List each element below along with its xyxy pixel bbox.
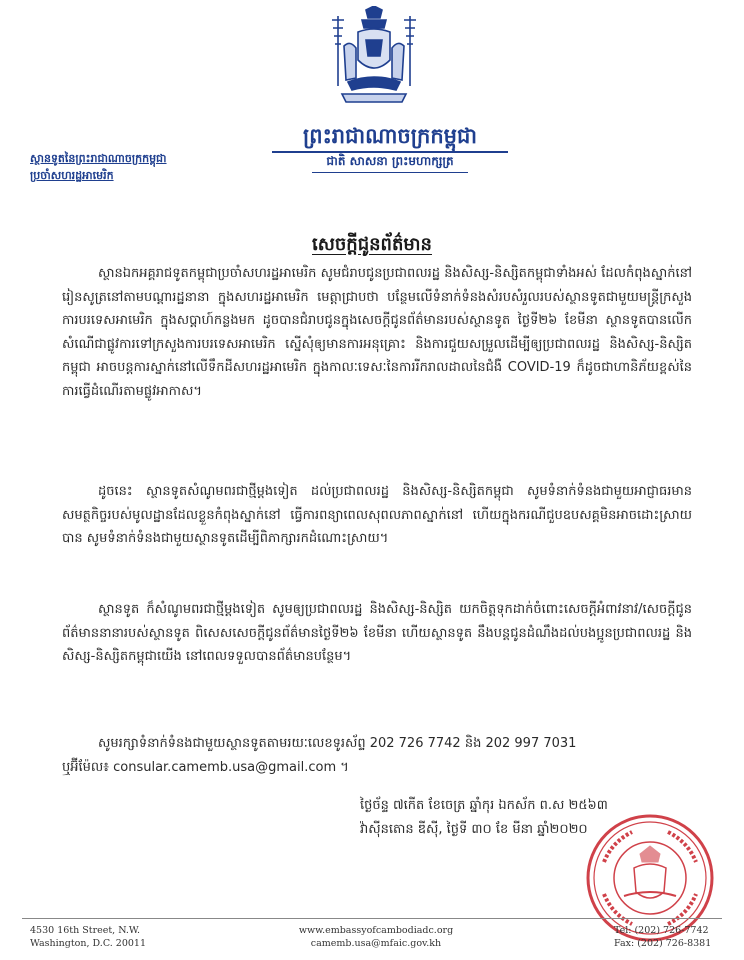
date-place: វ៉ាស៊ីនតោន ឌីស៊ី, ថ្ងៃទី ៣០ ខែ មីនា ឆ្នាំ២០២០ [360,822,588,837]
footer-email-link[interactable]: camemb.usa@mfaic.gov.kh [310,938,442,949]
paragraph-1 [62,262,692,403]
royal-coat-of-arms-icon [322,6,426,106]
date-lunar: ថ្ងៃច័ន្ទ ៧កើត ខែចេត្រ ឆ្នាំកុរ ឯកស័ក ព.ស ២៥៦៣ [360,798,608,813]
paragraph-3-text: ស្ថានទូត ក៏សំណូមពរជាថ្មីម្តងទៀត សូមឲ្យប្រជាពលរដ្ឋ និងសិស្ស-និស្សិត យកចិត្តទុកដាក់ចំពោះសេចក្តីអំពាវនាវ/សេចក្តីជូនព័ត៌មាននានារបស់ស្ថានទូត ពិសេសសេចក្តីជូនព័ត៌មានថ្ងៃទី២៦ ខែមីនា ហើយស្ថានទូត នឹងបន្តជូនដំណឹងដល់បងប្អូនប្រជាពលរដ្ឋ និងសិស្ស-និស្សិតកម្ពុជាយើង នៅពេលទទួលបានព័ត៌មានបន្ថែម។ [62,602,692,664]
embassy-label-line1: ស្ថានទូតនៃព្រះរាជាណាចក្រកម្ពុជា [30,152,167,165]
footer-tel: Tel: (202) 726-7742 [614,925,709,936]
kingdom-title: ព្រះរាជាណាចក្រកម្ពុជា [302,123,477,148]
footer-address [30,924,146,950]
title-underline [272,151,508,153]
footer-address-line2: Washington, D.C. 20011 [30,938,147,949]
contact-paragraph [62,732,692,779]
kingdom-header [240,122,540,170]
footer-website-link[interactable]: www.embassyofcambodiadc.org [298,925,454,936]
footer-divider [22,918,722,919]
paragraph-2-text: ដូចនេះ ស្ថានទូតសំណូមពរជាថ្មីម្តងទៀត ដល់ប្រជាពលរដ្ឋ និងសិស្ស-និស្សិតកម្ពុជា សូមទំនាក់ទំនងជាមួយអាជ្ញាធរមានសមត្ថកិច្ចរបស់មូលដ្ឋានដែលខ្លួនកំពុងស្នាក់នៅ ធ្វើការពន្យាពេលសុពលភាពស្នាក់នៅ ហើយក្នុងករណីជួបឧបសគ្គមិនអាចដោះស្រាយបាន សូមទំនាក់ទំនងជាមួយស្ថានទូតដើម្បីពិភាក្សារកដំណោះស្រាយ។ [62,484,692,546]
paragraph-1-text: ស្ថានឯកអគ្គរាជទូតកម្ពុជាប្រចាំសហរដ្ឋអាមេរិក សូមជំរាបជូនប្រជាពលរដ្ឋ និងសិស្ស-និស្សិតកម្ពុជាទាំងអស់ ដែលកំពុងស្នាក់នៅ រៀនសូត្រនៅតាមបណ្តារដ្ឋនានា ក្នុងសហរដ្ឋអាមេរិក មេត្តាជ្រាបថា បន្ថែមលើទំនាក់ទំនងសំរបសំរួលរបស់ស្ថានទូតជាមួយមន្ត្រីក្រសួងការបរទេសអាមេរិក ក្នុងសប្តាហ៍កន្លងមក ដូចបានជំរាបជូនក្នុងសេចក្តីជូនព័ត៌មានរបស់ស្ថានទូត ថ្ងៃទី២៦ ខែមីនា ស្ថានទូតបានលើកសំណើជាផ្លូវការទៅក្រសួងការបរទេសអាមេរិក ស្នើសុំឲ្យមានការអនុគ្រោះ និងការជួយសម្រួលដើម្បីឲ្យប្រជាពលរដ្ឋ និងសិស្ស-និស្សិតកម្ពុជា អាចបន្តការស្នាក់នៅលើទឹកដីសហរដ្ឋអាមេរិក ក្នុងកាលៈទេសៈនៃការរីករាលដាលនៃជំងឺ COVID-19 ក៏ដូចជាហានិភ័យខ្ពស់នៃការធ្វើដំណើរតាមផ្លូវអាកាស។ [62,266,692,399]
embassy-label [30,150,230,184]
footer-fax: Fax: (202) 726-8381 [614,938,712,949]
kingdom-motto: ជាតិ សាសនា ព្រះមហាក្សត្រ [326,154,454,168]
contact-email-line: ឬអ៊ីម៉ែល៖ consular.camemb.usa@gmail.com ។ [62,759,349,775]
paragraph-3 [62,598,692,669]
document-title: សេចក្តីជូនព័ត៌មាន [312,234,432,255]
embassy-label-line2: ប្រចាំសហរដ្ឋអាមេរិក [30,169,114,182]
footer-address-line1: 4530 16th Street, N.W. [30,925,141,936]
contact-phone-line: សូមរក្សាទំនាក់ទំនងជាមួយស្ថានទូតតាមរយៈលេខទូរស័ព្ទ 202 726 7742 និង 202 997 7031 [98,736,577,751]
footer-phones [614,924,711,950]
footer-web [296,924,456,950]
motto-underline [312,172,468,173]
paragraph-2 [62,480,692,551]
